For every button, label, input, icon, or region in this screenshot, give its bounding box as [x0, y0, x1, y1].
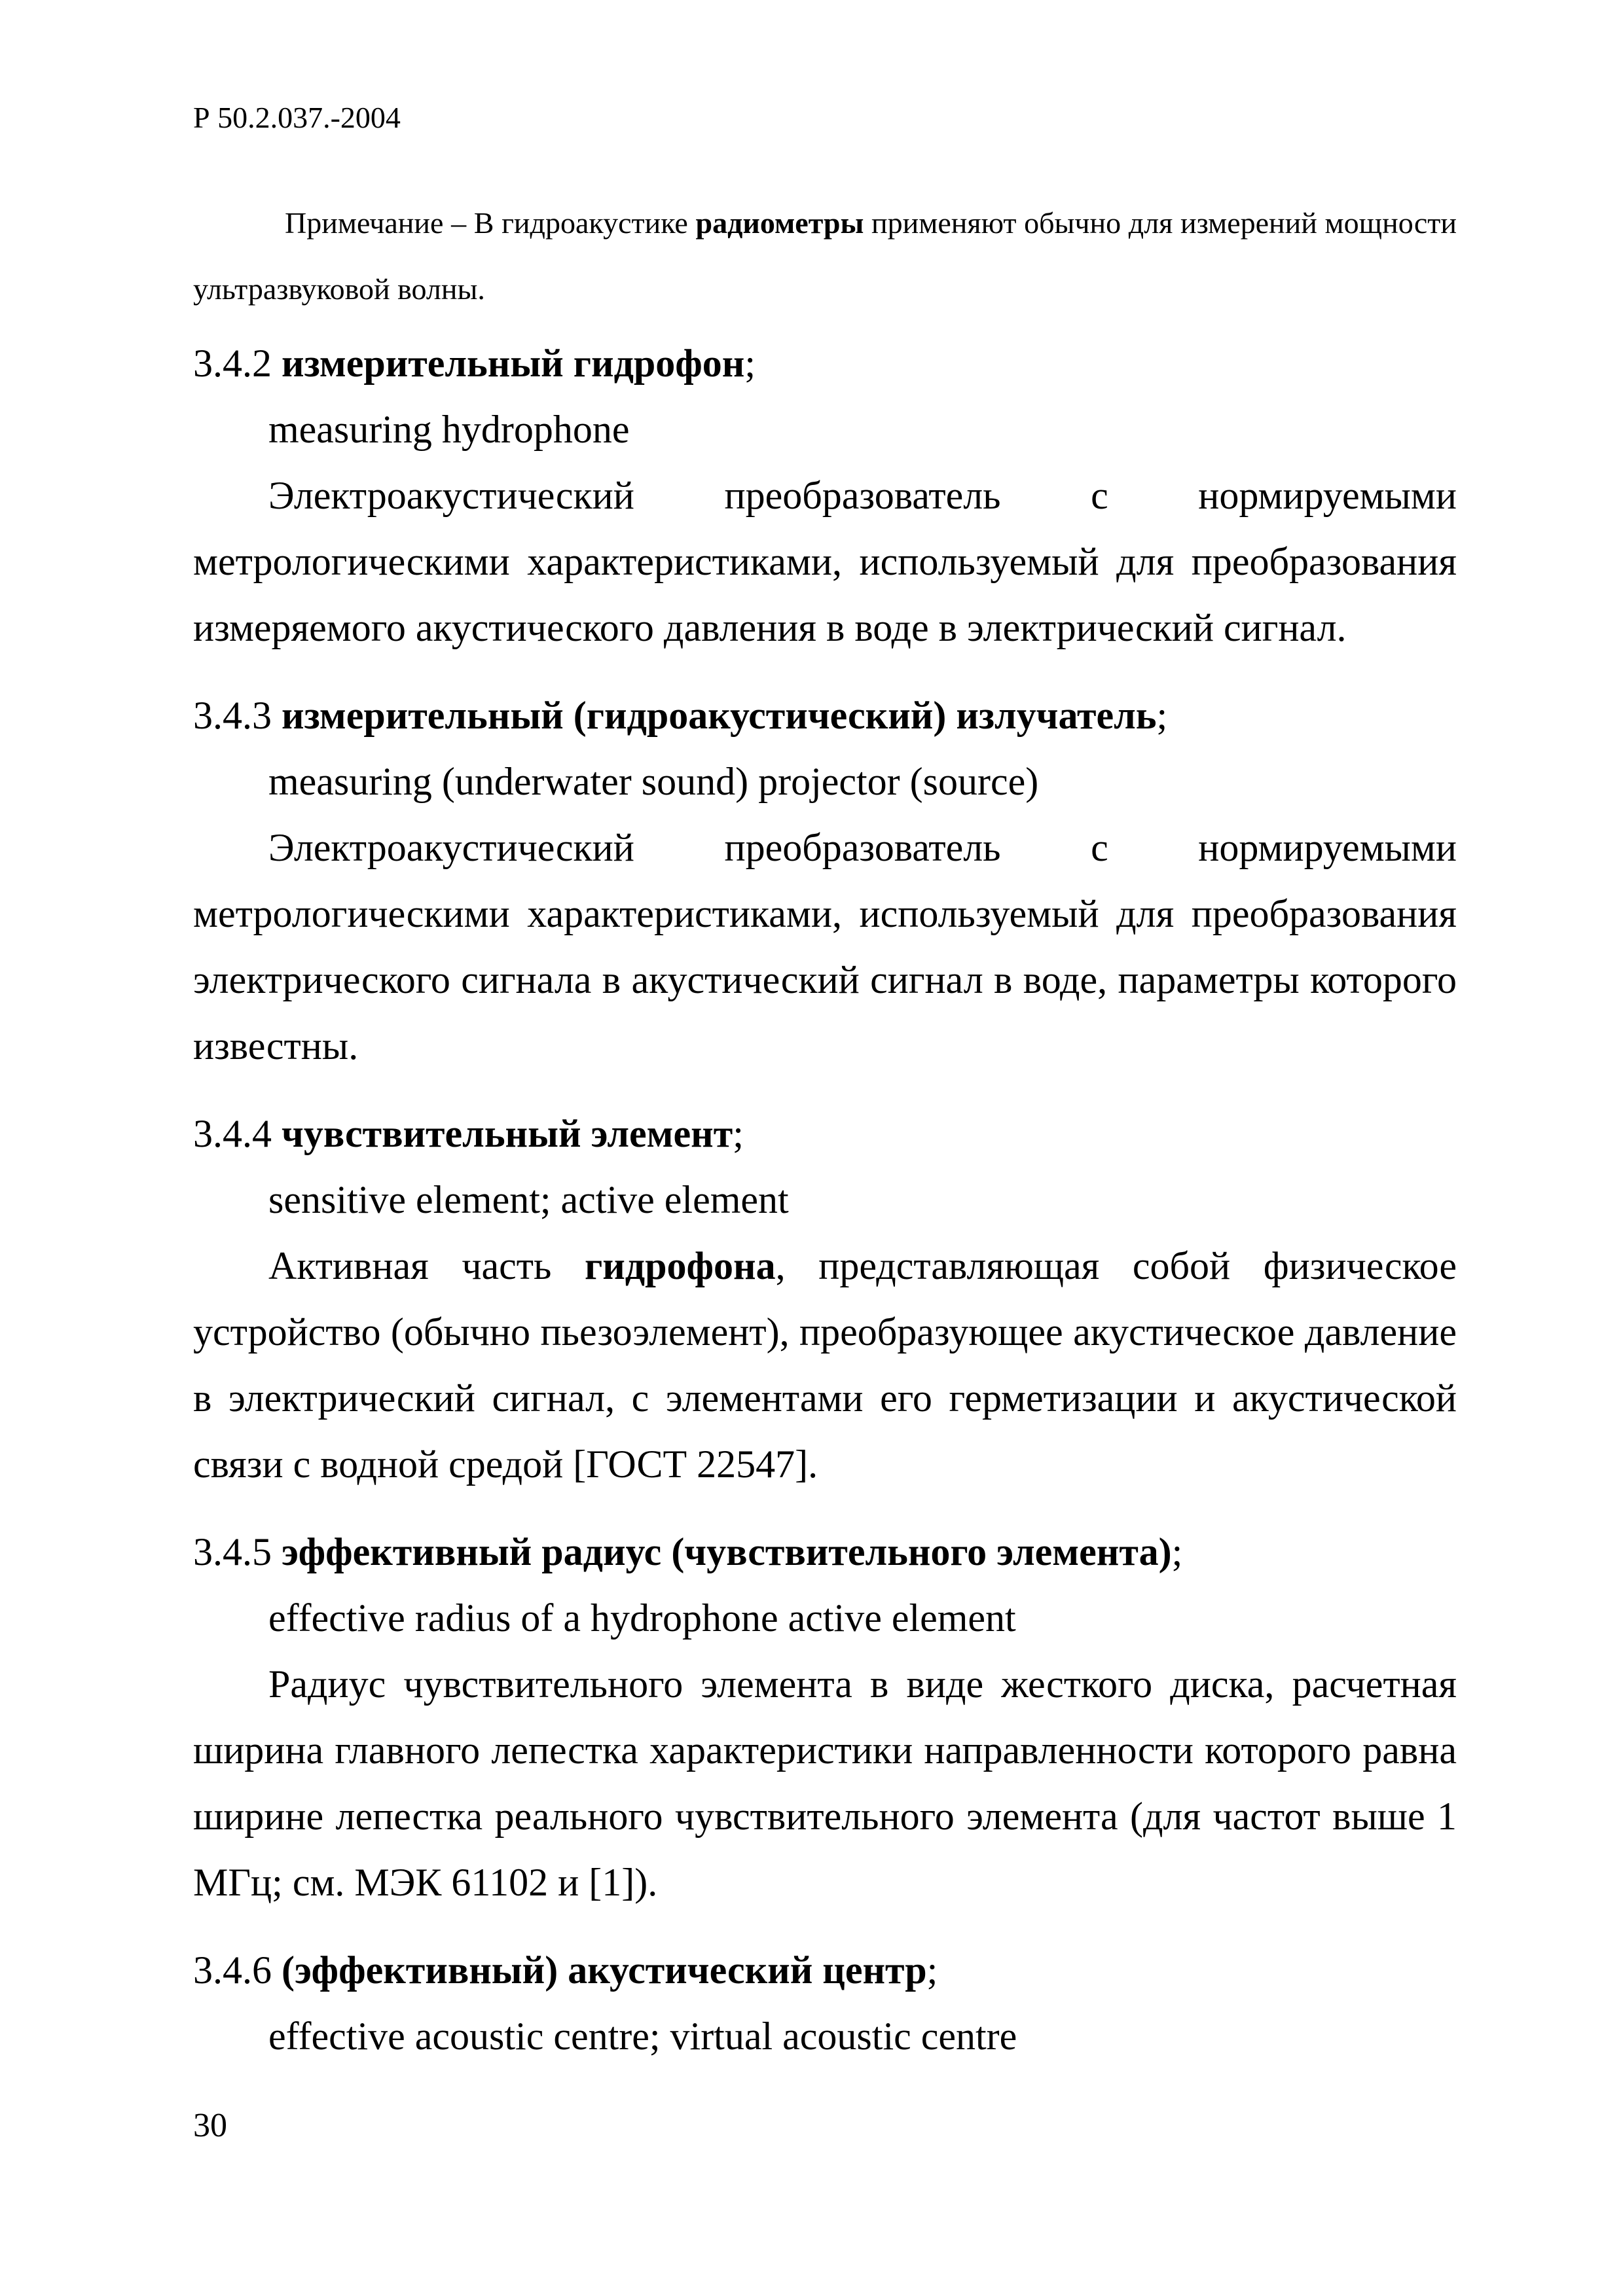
- english-term: sensitive element; active element: [268, 1178, 789, 1221]
- term-end: ;: [926, 1948, 938, 1992]
- definition: Электроакустический преобразователь с нормируемыми метрологическими характеристиками, используемый для преобразования измеряемого акустического давления в воде в электрический сигнал.: [193, 474, 1457, 649]
- term-title: чувствительный элемент: [282, 1112, 733, 1155]
- note-suffix: применяют обычно для измерений мощности ультразвуковой волны.: [193, 206, 1457, 306]
- note-text: [193, 190, 1457, 322]
- term-heading: [193, 683, 1457, 749]
- term-title: измерительный гидрофон: [282, 342, 745, 385]
- section-3-4-6: [193, 1937, 1457, 2070]
- page-number: 30: [193, 2107, 227, 2144]
- section-3-4-3: [193, 683, 1457, 1079]
- term-end: ;: [733, 1112, 744, 1155]
- section-number: 3.4.2: [193, 342, 272, 385]
- section-3-4-4: [193, 1101, 1457, 1498]
- term-end: ;: [1171, 1530, 1183, 1573]
- section-number: 3.4.5: [193, 1530, 272, 1573]
- definition-bold-term: гидрофона: [584, 1244, 776, 1287]
- section-number: 3.4.4: [193, 1112, 272, 1155]
- term-heading: [193, 1101, 1457, 1167]
- definition: Электроакустический преобразователь с нормируемыми метрологическими характеристиками, используемый для преобразования электрического сигнала в акустический сигнал в воде, параметры которого известны.: [193, 826, 1457, 1067]
- note-prefix: Примечание – В гидроакустике: [285, 206, 696, 240]
- section-3-4-2: [193, 331, 1457, 661]
- note-block: [193, 190, 1457, 322]
- definition: Радиус чувствительного элемента в виде жесткого диска, расчетная ширина главного лепестка характеристики направленности которого равна ширине лепестка реального чувствительного элемента (для частот выше 1 МГц; см. МЭК 61102 и [1]).: [193, 1662, 1457, 1904]
- term-title: измерительный (гидроакустический) излучатель: [282, 694, 1157, 737]
- term-heading: [193, 1937, 1457, 2003]
- note-bold-term: радиометры: [695, 206, 864, 240]
- document-code: Р 50.2.037.-2004: [193, 101, 401, 134]
- term-title: эффективный радиус (чувствительного элемента): [282, 1530, 1172, 1573]
- term-heading: [193, 1519, 1457, 1585]
- section-number: 3.4.3: [193, 694, 272, 737]
- term-title: (эффективный) акустический центр: [282, 1948, 927, 1992]
- section-number: 3.4.6: [193, 1948, 272, 1992]
- definition-suffix: , представляющая собой физическое устройство (обычно пьезоэлемент), преобразующее акустическое давление в электрический сигнал, с элементами его герметизации и акустической связи с водной средой [ГОСТ 22547].: [193, 1244, 1457, 1486]
- term-end: ;: [744, 342, 756, 385]
- document-body: [193, 331, 1457, 2091]
- english-term: effective acoustic centre; virtual acoustic centre: [268, 2015, 1017, 2058]
- english-term: measuring (underwater sound) projector (source): [268, 760, 1039, 803]
- definition: [193, 1233, 1457, 1498]
- english-term: measuring hydrophone: [268, 408, 630, 451]
- english-term: effective radius of a hydrophone active element: [268, 1596, 1016, 1640]
- term-end: ;: [1156, 694, 1168, 737]
- section-3-4-5: [193, 1519, 1457, 1916]
- term-heading: [193, 331, 1457, 397]
- definition-prefix: Активная часть: [268, 1244, 585, 1287]
